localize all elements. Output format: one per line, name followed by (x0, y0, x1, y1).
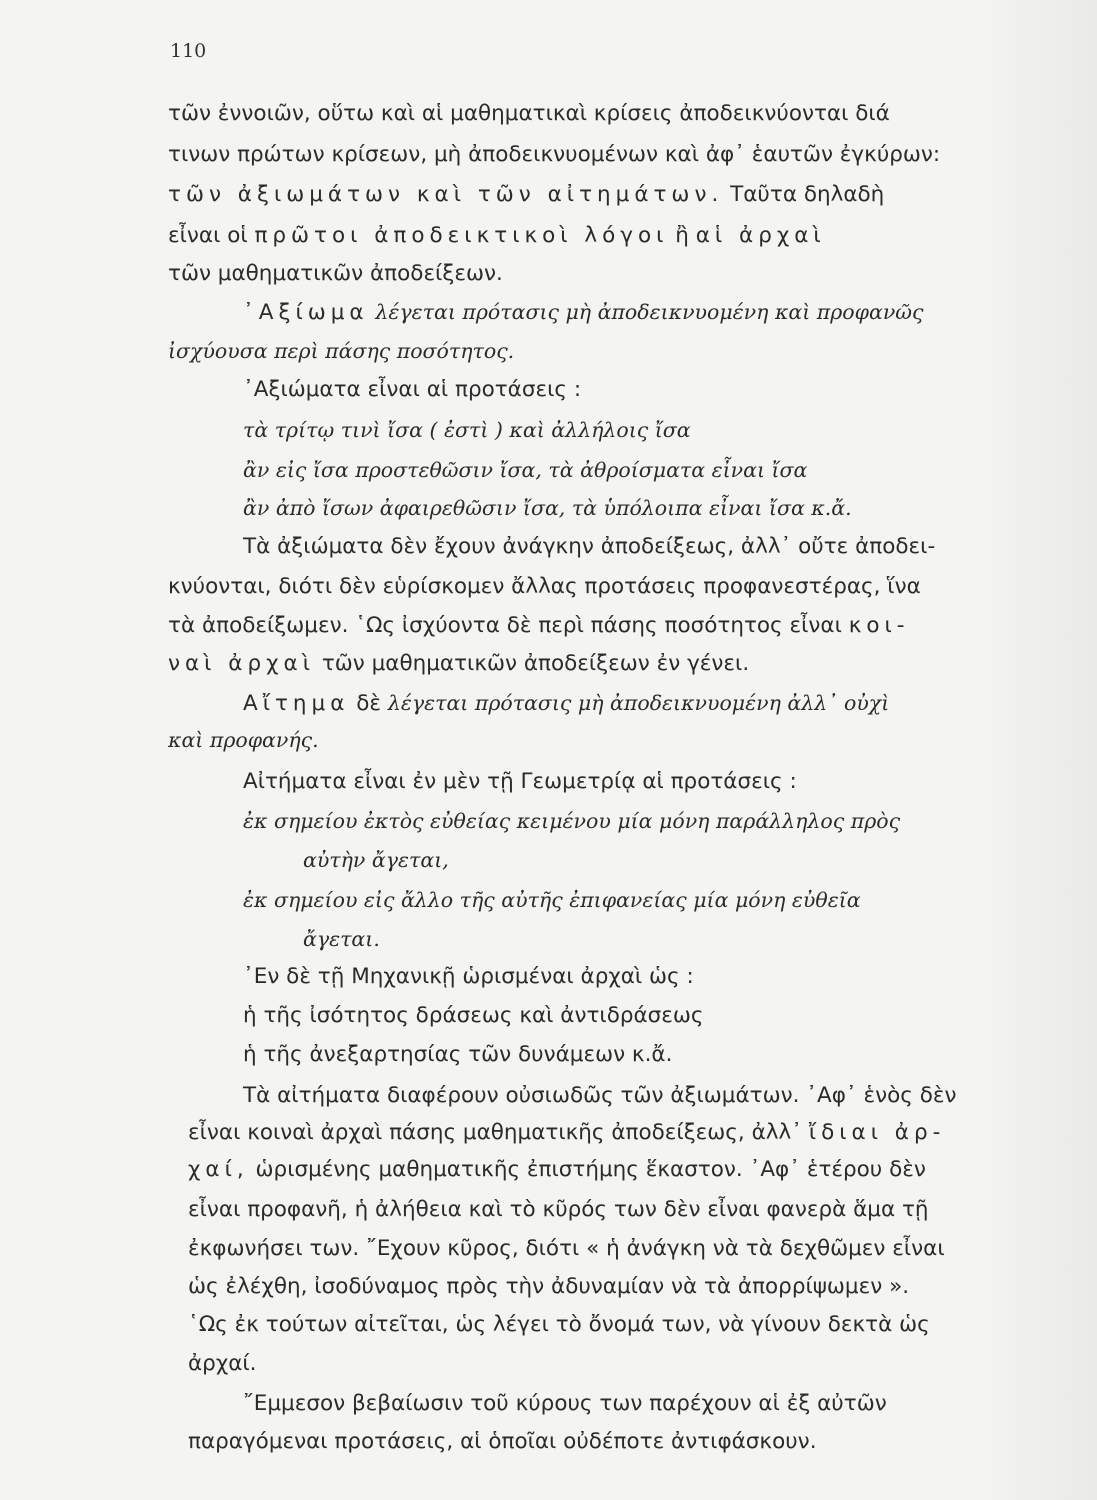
text-line (303, 925, 380, 954)
text-line (243, 963, 694, 991)
text-line (243, 886, 861, 915)
text-line (168, 726, 319, 755)
text-line (168, 650, 749, 678)
text-segment: τῶν ἀξιωμάτων καὶ τῶν αἰτημάτων. (168, 182, 724, 207)
text-segment: χαί, (188, 1157, 249, 1182)
text-segment: ἂν ἀπὸ ἴσων ἀφαιρεθῶσιν ἴσα, τὰ ὑπόλοιπα εἶναι ἴσα κ.ἄ. (243, 496, 852, 520)
text-line (243, 494, 852, 523)
text-line (168, 222, 826, 250)
text-line (243, 298, 924, 327)
text-line (168, 100, 890, 128)
text-segment: παραγόμεναι προτάσεις, αἱ ὁποῖαι οὐδέποτε ἀντιφάσκουν. (188, 1429, 817, 1454)
text-segment: λέγεται πρότασις μὴ ἀποδεικνυομένη καὶ προφανῶς (375, 300, 924, 324)
text-segment: καὶ προφανής. (168, 728, 319, 752)
text-segment: αἱ ἀρχαὶ (695, 223, 826, 248)
text-segment: ἀρχαί. (188, 1351, 257, 1376)
text-segment: ῎Εμμεσον βεβαίωσιν τοῦ κύρους των παρέχουν αἱ ἐξ αὐτῶν (243, 1391, 887, 1416)
text-segment: ἐκφωνήσει των. ῎Εχουν κῦρος, διότι « ἡ ἀνάγκη νὰ τὰ δεχθῶμεν εἶναι (188, 1236, 945, 1261)
text-segment: κνύονται, διότι δὲν εὑρίσκομεν ἄλλας προτάσεις προφανεστέρας, ἵνα (168, 574, 921, 599)
text-line (243, 416, 691, 445)
text-segment: ἡ τῆς ἀνεξαρτησίας τῶν δυνάμεων κ.ἄ. (243, 1042, 673, 1067)
text-segment: ᾽Αξίωμα (243, 300, 369, 325)
text-line (168, 573, 921, 601)
text-segment: Αἰτήματα εἶναι ἐν μὲν τῇ Γεωμετρίᾳ αἱ προτάσεις : (243, 769, 797, 794)
text-segment: τὰ ἀποδείξωμεν. ῾Ως ἰσχύοντα δὲ περὶ πάσης ποσότητος εἶναι (168, 613, 849, 638)
text-line (243, 807, 900, 836)
page-number: 110 (170, 40, 207, 62)
text-segment: πρῶτοι ἀποδεικτικοὶ λόγοι (254, 223, 669, 248)
text-segment: ἢ (668, 223, 696, 248)
text-line (243, 376, 581, 404)
text-line (243, 768, 797, 796)
text-line (243, 533, 935, 561)
text-segment: ἐκ σημείου ἐκτὸς εὐθείας κειμένου μία μόνη παράλληλος πρὸς (243, 809, 901, 833)
text-line (243, 1041, 672, 1069)
text-segment: ἂν εἰς ἴσα προστεθῶσιν ἴσα, τὰ ἀθροίσματα εἶναι ἴσα (243, 458, 808, 482)
text-line (168, 141, 940, 169)
text-segment: τῶν μαθηματικῶν ἀποδείξεων ἐν γένει. (314, 651, 750, 676)
text-segment: κοι- (848, 613, 910, 638)
text-segment: εἶναι προφανῆ, ἡ ἀλήθεια καὶ τὸ κῦρός των δὲν εἶναι φανερὰ ἅμα τῇ (188, 1197, 929, 1222)
facing-page-bleed-through (977, 0, 1097, 1500)
text-segment: τὰ τρίτῳ τινὶ ἴσα ( ἐστὶ ) καὶ ἀλλήλοις ἴσα (243, 418, 691, 442)
text-line (243, 1082, 957, 1110)
text-line (188, 1119, 945, 1147)
text-line (188, 1428, 817, 1456)
text-line (243, 1390, 887, 1418)
text-segment: τῶν ἐννοιῶν, οὕτω καὶ αἱ μαθηματικαὶ κρίσεις ἀποδεικνύονται διά (168, 101, 890, 126)
text-segment: ὡρισμένης μαθηματικῆς ἐπιστήμης ἕκαστον. ᾽Αφ᾽ ἑτέρου δὲν (248, 1157, 926, 1182)
text-segment: τινων πρώτων κρίσεων, μὴ ἀποδεικνυομένων καὶ ἀφ᾽ ἑαυτῶν ἐγκύρων: (168, 142, 941, 167)
text-segment: Τὰ ἀξιώματα δὲν ἔχουν ἀνάγκην ἀποδείξεως, ἀλλ᾽ οὔτε ἀποδει- (243, 534, 936, 559)
text-line (243, 689, 889, 718)
text-line (188, 1196, 929, 1224)
text-line (168, 181, 884, 209)
text-line (188, 1350, 257, 1378)
text-segment: ἰσχύουσα περὶ πάσης ποσότητος. (168, 339, 515, 363)
text-line (188, 1311, 930, 1339)
text-segment: ἴδιαι ἀρ- (808, 1120, 946, 1145)
text-segment: δὲ (349, 691, 388, 716)
text-segment: εἶναι κοιναὶ ἀρχαὶ πάσης μαθηματικῆς ἀποδείξεως, ἀλλ᾽ (188, 1120, 809, 1145)
text-line (168, 337, 514, 366)
text-line (243, 456, 807, 485)
text-segment: λέγεται πρότασις μὴ ἀποδεικνυομένη ἀλλ᾽ οὐχὶ (387, 691, 890, 715)
text-segment: ᾽Εν δὲ τῇ Μηχανικῇ ὡρισμέναι ἀρχαὶ ὡς : (243, 964, 694, 989)
text-segment: ἄγεται. (303, 927, 380, 951)
text-segment: ἐκ σημείου εἰς ἄλλο τῆς αὐτῆς ἐπιφανείας μία μόνη εὐθεῖα (243, 888, 861, 912)
text-line (168, 260, 503, 288)
text-segment: ῾Ως ἐκ τούτων αἰτεῖται, ὡς λέγει τὸ ὄνομά των, νὰ γίνουν δεκτὰ ὡς (188, 1312, 930, 1337)
text-line (243, 1002, 704, 1030)
text-segment: εἶναι οἱ (168, 223, 255, 248)
text-segment: Ταῦτα δηλαδὴ (723, 182, 885, 207)
text-line (303, 846, 449, 875)
text-line (188, 1156, 926, 1184)
text-segment: ἡ τῆς ἰσότητος δράσεως καὶ ἀντιδράσεως (243, 1003, 704, 1028)
text-line (188, 1235, 945, 1263)
text-line (188, 1273, 909, 1301)
text-segment: ὡς ἐλέχθη, ἰσοδύναμος πρὸς τὴν ἀδυναμίαν νὰ τὰ ἀπορρίψωμεν ». (188, 1274, 910, 1299)
text-segment: τῶν μαθηματικῶν ἀποδείξεων. (168, 261, 503, 286)
text-segment: Αἴτημα (243, 691, 350, 716)
text-segment: Τὰ αἰτήματα διαφέρουν οὐσιωδῶς τῶν ἀξιωμάτων. ᾽Αφ᾽ ἑνὸς δὲν (243, 1083, 957, 1108)
text-segment: ναὶ ἀρχαὶ (168, 651, 315, 676)
text-segment: αὐτὴν ἄγεται, (303, 848, 449, 872)
text-segment: ᾽Αξιώματα εἶναι αἱ προτάσεις : (243, 377, 582, 402)
text-line (168, 612, 910, 640)
